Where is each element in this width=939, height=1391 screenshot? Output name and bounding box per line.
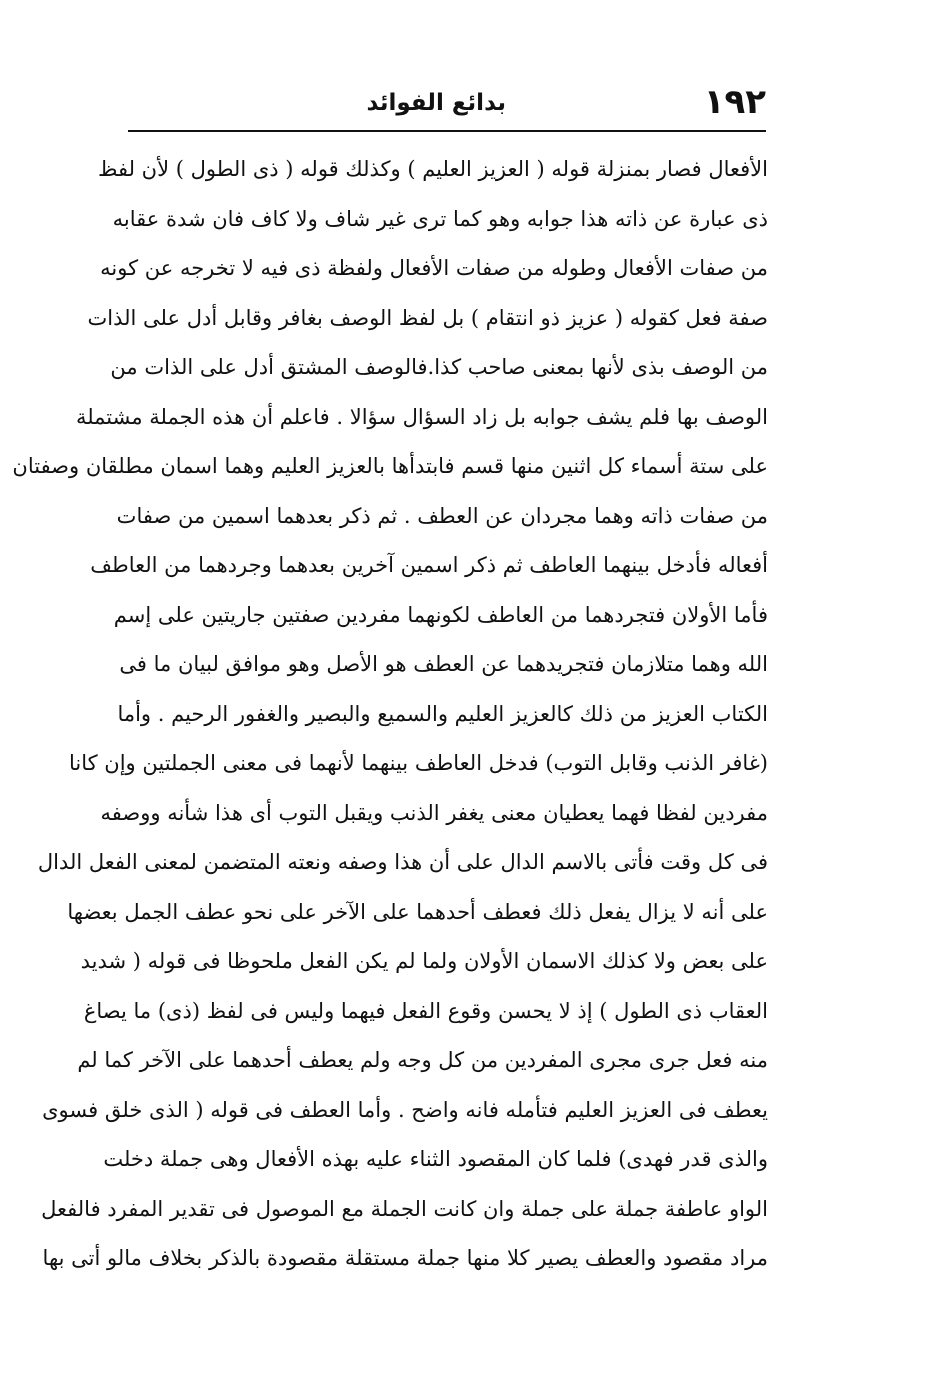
page-number: ١٩٢ [703,82,766,122]
text-line: من الوصف بذى لأنها بمعنى صاحب كذا.فالوصف المشتق أدل على الذات من [110,355,768,379]
page-header [128,82,766,126]
text-line: الوصف بها فلم يشف جوابه بل زاد السؤال سؤالا . فاعلم أن هذه الجملة مشتملة [75,404,768,429]
text-line: يعطف فى العزيز العليم فتأمله فانه واضح . وأما العطف فى قوله ( الذى خلق فسوى [42,1097,768,1122]
text-line: صفة فعل كقوله ( عزيز ذو انتقام ) بل لفظ الوصف بغافر وقابل أدل على الذات [87,305,768,330]
text-line: على بعض ولا كذلك الاسمان الأولان ولما لم يكن الفعل ملحوظا فى قوله ( شديد [80,949,768,973]
text-line: العقاب ذى الطول ) إذ لا يحسن وقوع الفعل فيهما وليس فى لفظ (ذى) ما يصاغ [83,998,768,1023]
body-text [12,145,768,1284]
text-line: الواو عاطفة جملة على جملة وان كانت الجملة مع الموصول فى تقدير المفرد فالفعل [41,1196,768,1221]
text-line: مراد مقصود والعطف يصير كلا منها جملة مستقلة مقصودة بالذكر بخلاف مالو أتى بها [42,1246,768,1270]
text-line: من صفات الأفعال وطوله من صفات الأفعال ولفظة ذى فيه لا تخرجه عن كونه [100,256,768,280]
header-rule [128,130,766,132]
text-line: الكتاب العزيز من ذلك كالعزيز العليم والسميع والبصير والغفور الرحيم . وأما [117,701,768,726]
text-line: الله وهما متلازمان فتجريدهما عن العطف هو الأصل وهو موافق لبيان ما فى [119,652,768,676]
text-line: على ستة أسماء كل اثنين منها قسم فابتدأها بالعزيز العليم وهما اسمان مطلقان وصفتان [12,454,768,478]
text-line: الأفعال فصار بمنزلة قوله ( العزيز العليم ) وكذلك قوله ( ذى الطول ) لأن لفظ [98,157,768,181]
text-line: فى كل وقت فأتى بالاسم الدال على أن هذا وصفه ونعته المتضمن لمعنى الفعل الدال [37,850,768,874]
text-line: على أنه لا يزال يفعل ذلك فعطف أحدهما على الآخر على نحو عطف الجمل بعضها [67,899,768,924]
text-line: ذى عبارة عن ذاته هذا جوابه وهو كما ترى غير شاف ولا كاف فان شدة عقابه [112,206,768,231]
text-line: مفردين لفظا فهما يعطيان معنى يغفر الذنب ويقبل التوب أى هذا شأنه ووصفه [100,800,768,825]
text-line: أفعاله فأدخل بينهما العاطف ثم ذكر اسمين آخرين بعدهما وجردهما من العاطف [90,553,768,577]
text-line: (غافر الذنب وقابل التوب) فدخل العاطف بينهما لأنهما فى معنى الجملتين وإن كانا [68,751,768,775]
text-line: والذى قدر فهدى) فلما كان المقصود الثناء عليه بهذه الأفعال وهى جملة دخلت [103,1147,768,1171]
text-line: فأما الأولان فتجردهما من العاطف لكونهما مفردين صفتين جاريتين على إسم [113,602,768,627]
text-line: منه فعل جرى مجرى المفردين من كل وجه ولم يعطف أحدهما على الآخر كما لم [77,1048,768,1072]
running-title: بدائع الفوائد [366,90,506,116]
text-line: من صفات ذاته وهما مجردان عن العطف . ثم ذكر بعدهما اسمين من صفات [116,503,768,528]
